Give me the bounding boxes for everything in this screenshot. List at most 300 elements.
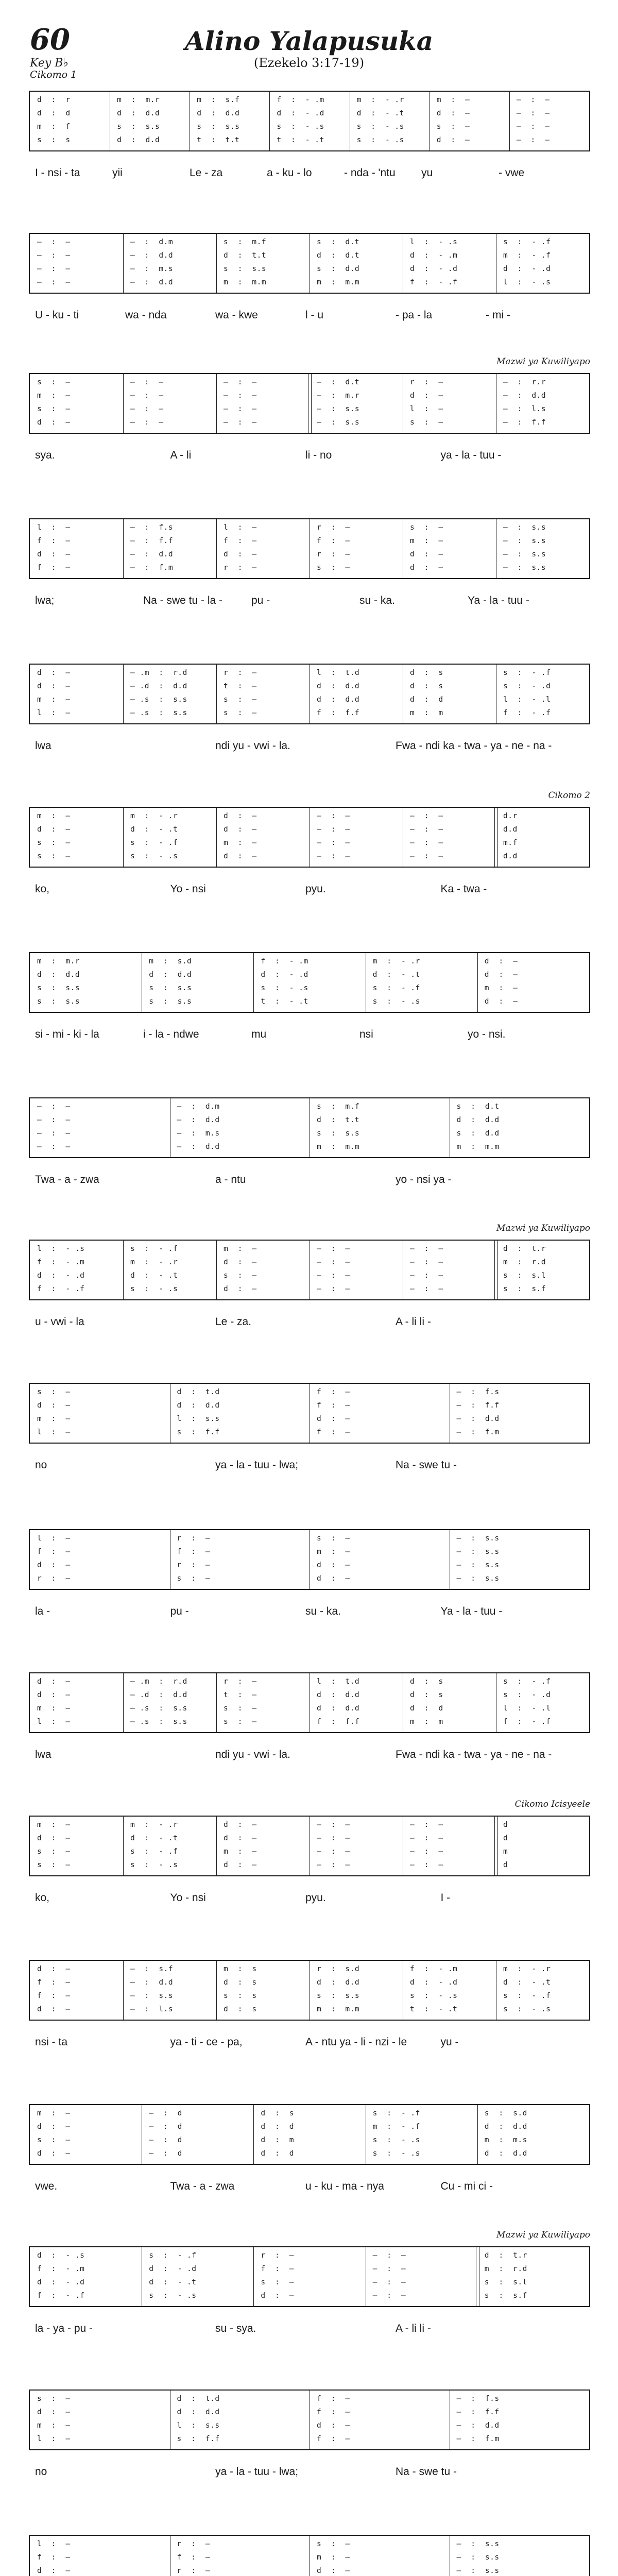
lyric-syllables: Fwa - ndi ka - twa - ya - ne - na - — [396, 740, 552, 752]
solfa-cell: — : — — [37, 1116, 71, 1124]
solfa-cell: m : — — [317, 2553, 350, 2562]
solfa-cell: m : m.r — [37, 957, 80, 965]
lyric-syllables: sya. — [35, 449, 55, 461]
solfa-cell: s : — — [224, 1704, 257, 1713]
solfa-cell: — : — — [130, 392, 164, 400]
solfa-cell: — : s.s — [456, 1548, 500, 1556]
solfa-cell: d : — — [37, 1691, 71, 1699]
barline — [216, 665, 217, 723]
solfa-cell: d : — — [224, 1861, 257, 1869]
solfa-cell: s : - .s — [372, 997, 420, 1006]
lyric-syllables: ko, — [35, 1892, 50, 1904]
barline — [123, 519, 124, 578]
solfa-cell: t : - .t — [277, 136, 324, 144]
solfa-cell: s : — — [37, 405, 71, 413]
lyric-syllables: Ya - la - tuu - — [468, 595, 529, 606]
solfa-cell: d : t.r — [484, 2251, 527, 2260]
section-label: Mazwi ya Kuwiliyapo — [496, 1223, 590, 1233]
solfa-cell: r : — — [410, 378, 443, 386]
solfa-cell: d : — — [410, 564, 443, 572]
solfa-cell: d : d.d — [177, 1401, 220, 1410]
solfa-cell: m : m.m — [317, 278, 360, 286]
solfa-cell: m : — — [37, 1821, 71, 1829]
lyric-syllables: A - li li - — [396, 2323, 431, 2334]
solfa-cell: — : s.s — [456, 1534, 500, 1543]
solfa-cell: d : d.d — [117, 109, 160, 117]
solfa-cell: d : — — [37, 2408, 71, 2416]
solfa-cell: m : — — [224, 1848, 257, 1856]
lyric-syllables: yu — [421, 167, 433, 179]
solfa-cell: s : — — [224, 1718, 257, 1726]
solfa-cell: — : — — [37, 238, 71, 246]
solfa-cell: s : - .s — [503, 2005, 551, 2013]
solfa-cell: m : - .f — [503, 251, 551, 260]
solfa-cell: s : s.l — [503, 1272, 546, 1280]
lyric-syllables: - pa - la — [396, 309, 433, 321]
solfa-cell: r : — — [177, 2567, 211, 2575]
solfa-cell: l : — — [37, 1428, 71, 1436]
solfa-cell: r : — — [177, 1534, 211, 1543]
solfa-cell: s : s.l — [484, 2278, 527, 2286]
solfa-cell: f : — — [37, 1978, 71, 1987]
solfa-cell: m : m — [410, 709, 443, 717]
solfa-cell: s : - .f — [130, 1848, 178, 1856]
solfa-cell: l : - .s — [503, 278, 551, 286]
lyric-syllables: A - ntu ya - li - nzi - le — [305, 2036, 407, 2048]
solfa-cell: s : - .s — [261, 984, 308, 992]
solfa-cell: m.f — [503, 839, 518, 847]
solfa-cell: m : — — [317, 1548, 350, 1556]
solfa-cell: — : f.m — [130, 564, 174, 572]
solfa-cell: d : - .d — [149, 2265, 197, 2273]
solfa-cell: — : — — [37, 1129, 71, 1138]
solfa-cell: — : — — [317, 1258, 350, 1266]
staff-box — [29, 1960, 590, 2021]
solfa-cell: — : — — [410, 839, 443, 847]
solfa-cell: l : - .s — [410, 238, 458, 246]
solfa-cell: d : — — [224, 1258, 257, 1266]
lyric-syllables: u - vwi - la — [35, 1316, 84, 1328]
solfa-cell: m : — — [37, 696, 71, 704]
solfa-cell: — .m : r.d — [130, 669, 187, 677]
solfa-cell: d — [503, 1861, 508, 1869]
solfa-cell: f : - .m — [37, 1258, 85, 1266]
solfa-cell: f : f.f — [317, 709, 360, 717]
barline — [253, 2247, 254, 2306]
double-barline — [308, 374, 312, 433]
solfa-cell: f : — — [317, 1428, 350, 1436]
solfa-cell: r : — — [224, 564, 257, 572]
solfa-cell: s : - .s — [130, 1285, 178, 1293]
lyric-syllables: Na - swe tu - — [396, 2466, 457, 2478]
solfa-cell: — : f.f — [130, 537, 174, 545]
solfa-cell: — : d.d — [177, 1143, 220, 1151]
solfa-cell: l : — — [37, 523, 71, 532]
lyric-syllables: I - — [440, 1892, 451, 1904]
solfa-cell: r : — — [224, 1677, 257, 1686]
barline — [123, 665, 124, 723]
solfa-cell: s : - .f — [372, 984, 420, 992]
lyric-syllables: Fwa - ndi ka - twa - ya - ne - na - — [396, 1749, 552, 1760]
solfa-cell: m : - .r — [130, 812, 178, 820]
lyric-syllables: I - nsi - ta — [35, 167, 80, 179]
solfa-cell: d : - .t — [372, 971, 420, 979]
staff-box — [29, 518, 590, 579]
solfa-cell: d : d.d — [317, 682, 360, 690]
solfa-cell: d : — — [37, 2149, 71, 2158]
solfa-cell: d : — — [436, 109, 470, 117]
section-label: Mazwi ya Kuwiliyapo — [496, 357, 590, 367]
solfa-cell: d : - .d — [261, 971, 308, 979]
solfa-cell: r : — — [177, 1561, 211, 1569]
lyric-syllables: la - — [35, 1605, 50, 1617]
solfa-cell: — : s.s — [503, 537, 546, 545]
solfa-cell: — : — — [516, 109, 550, 117]
lyric-syllables: no — [35, 2466, 47, 2478]
barline — [123, 1241, 124, 1299]
solfa-cell: r : — — [224, 669, 257, 677]
solfa-cell: d : — — [224, 1285, 257, 1293]
solfa-cell: — : — — [37, 1103, 71, 1111]
solfa-cell: s : - .f — [503, 1992, 551, 2000]
staff-box — [29, 1529, 590, 1590]
barline — [123, 1817, 124, 1875]
solfa-cell: l : — — [37, 2435, 71, 2443]
solfa-cell: d : — — [317, 2567, 350, 2575]
staff-box — [29, 1097, 590, 1158]
lyric-syllables: A - li — [170, 449, 192, 461]
solfa-cell: d — [503, 1834, 508, 1842]
lyric-syllables: - vwe — [499, 167, 525, 179]
barline — [216, 808, 217, 867]
solfa-cell: d : s — [224, 1978, 257, 1987]
solfa-cell: d : - .d — [37, 2278, 85, 2286]
lyric-syllables: no — [35, 1459, 47, 1471]
solfa-cell: d : - .t — [149, 2278, 197, 2286]
lyric-syllables: Le - za — [190, 167, 223, 179]
solfa-cell: d : - .m — [410, 251, 458, 260]
solfa-cell: s : — — [37, 1848, 71, 1856]
solfa-cell: d : - .t — [356, 109, 404, 117]
solfa-cell: s : — — [317, 1534, 350, 1543]
lyric-syllables: wa - nda — [125, 309, 167, 321]
solfa-cell: — : m.r — [317, 392, 360, 400]
solfa-cell: d : — — [224, 550, 257, 558]
solfa-cell: — : — — [130, 418, 164, 427]
solfa-cell: — : f.s — [130, 523, 174, 532]
lyric-syllables: u - ku - ma - nya — [305, 2180, 384, 2192]
lyric-syllables: yu - — [440, 2036, 459, 2048]
solfa-cell: t : - .t — [261, 997, 308, 1006]
solfa-cell: r : — — [261, 2251, 294, 2260]
solfa-cell: — : — — [317, 1821, 350, 1829]
staff-box — [29, 2535, 590, 2576]
lyric-syllables: i - la - ndwe — [143, 1028, 199, 1040]
solfa-cell: d.r — [503, 812, 518, 820]
solfa-cell: d : t.t — [224, 251, 267, 260]
solfa-cell: r : s.d — [317, 1965, 360, 1973]
solfa-cell: f : - .m — [261, 957, 308, 965]
solfa-cell: — : — — [317, 1834, 350, 1842]
lyric-syllables: su - ka. — [305, 1605, 341, 1617]
solfa-cell: — .s : s.s — [130, 1718, 187, 1726]
solfa-cell: — .d : d.d — [130, 682, 187, 690]
solfa-cell: s : — — [224, 696, 257, 704]
solfa-cell: — : — — [317, 1848, 350, 1856]
solfa-cell: — : s.s — [456, 1574, 500, 1583]
solfa-cell: f : — — [317, 2408, 350, 2416]
staff-box — [29, 807, 590, 868]
key-signature: Key B♭ — [30, 57, 68, 70]
solfa-cell: d : - .s — [37, 2251, 85, 2260]
solfa-cell: d : d.d — [484, 2149, 527, 2158]
barline — [123, 808, 124, 867]
solfa-cell: m : — — [484, 984, 518, 992]
solfa-cell: — : d.t — [317, 378, 360, 386]
solfa-cell: d — [503, 1821, 508, 1829]
solfa-cell: r : — — [177, 2540, 211, 2548]
solfa-cell: l : t.d — [317, 669, 360, 677]
solfa-cell: s : - .s — [130, 1861, 178, 1869]
solfa-cell: f : - .m — [410, 1965, 458, 1973]
solfa-cell: — : d — [149, 2136, 182, 2144]
solfa-cell: — : d.d — [177, 1116, 220, 1124]
solfa-cell: r : — — [317, 550, 350, 558]
solfa-cell: — : — — [317, 1245, 350, 1253]
solfa-cell: — : — — [410, 1245, 443, 1253]
staff-box — [29, 373, 590, 434]
barline — [216, 234, 217, 293]
solfa-cell: s : — — [317, 2540, 350, 2548]
solfa-cell: d : d.d — [197, 109, 240, 117]
solfa-cell: — : — — [410, 825, 443, 834]
lyric-syllables: si - mi - ki - la — [35, 1028, 99, 1040]
solfa-cell: — .s : s.s — [130, 696, 187, 704]
solfa-cell: s : — — [37, 2395, 71, 2403]
solfa-cell: s : — — [37, 852, 71, 860]
staff-box — [29, 664, 590, 724]
solfa-cell: d : — — [37, 1677, 71, 1686]
solfa-cell: m : m.m — [224, 278, 267, 286]
solfa-cell: — : r.r — [503, 378, 546, 386]
lyric-syllables: yii — [112, 167, 123, 179]
solfa-cell: — .s : s.s — [130, 1704, 187, 1713]
lyric-syllables: vwe. — [35, 2180, 58, 2192]
lyric-syllables: Yo - nsi — [170, 883, 206, 895]
lyric-syllables: ndi yu - vwi - la. — [215, 1749, 290, 1760]
lyric-syllables: Ya - la - tuu - — [440, 1605, 503, 1617]
solfa-cell: d : — — [37, 2567, 71, 2575]
solfa-cell: m : m.m — [456, 1143, 500, 1151]
solfa-cell: l : — — [37, 2540, 71, 2548]
solfa-cell: — : f.f — [456, 1401, 500, 1410]
lyric-syllables: ya - la - tuu - lwa; — [215, 2466, 299, 2478]
solfa-cell: f : — — [317, 2435, 350, 2443]
solfa-cell: m : m.m — [317, 1143, 360, 1151]
lyric-syllables: lwa — [35, 1749, 52, 1760]
solfa-cell: d : — — [317, 1561, 350, 1569]
solfa-cell: m : s — [224, 1965, 257, 1973]
solfa-cell: d : d.t — [317, 251, 360, 260]
solfa-cell: — : — — [410, 852, 443, 860]
solfa-cell: — : — — [372, 2278, 406, 2286]
solfa-cell: s : — — [317, 564, 350, 572]
lyric-syllables: ya - la - tuu - — [440, 449, 502, 461]
solfa-cell: t : — — [224, 682, 257, 690]
solfa-cell: m : r.d — [484, 2265, 527, 2273]
solfa-cell: — : — — [130, 405, 164, 413]
solfa-cell: — : — — [224, 405, 257, 413]
solfa-cell: f : — — [37, 537, 71, 545]
solfa-cell: s : - .s — [372, 2149, 420, 2158]
solfa-cell: f : — — [177, 1548, 211, 1556]
solfa-cell: — : — — [410, 1285, 443, 1293]
solfa-cell: s : — — [37, 839, 71, 847]
solfa-cell: s : s.f — [503, 1285, 546, 1293]
solfa-cell: — : m.s — [177, 1129, 220, 1138]
solfa-cell: — .d : d.d — [130, 1691, 187, 1699]
solfa-cell: — : — — [410, 1861, 443, 1869]
solfa-cell: — .m : r.d — [130, 1677, 187, 1686]
solfa-cell: f : — — [317, 1388, 350, 1396]
solfa-cell: — : d.m — [177, 1103, 220, 1111]
solfa-cell: l : - .l — [503, 696, 551, 704]
solfa-cell: d : — — [37, 550, 71, 558]
solfa-cell: d : d — [261, 2123, 294, 2131]
lyric-syllables: lwa — [35, 740, 52, 752]
solfa-cell: d : — — [37, 2005, 71, 2013]
solfa-cell: d : - .d — [503, 265, 551, 273]
solfa-cell: — : d — [149, 2123, 182, 2131]
solfa-cell: — : d — [149, 2109, 182, 2117]
lyric-syllables: A - li li - — [396, 1316, 431, 1328]
solfa-cell: s : — — [224, 709, 257, 717]
solfa-cell: d : d.d — [177, 2408, 220, 2416]
solfa-cell: m : - .r — [130, 1821, 178, 1829]
lyric-syllables: Ka - twa - — [440, 883, 487, 895]
lyric-syllables: nsi - ta — [35, 2036, 68, 2048]
solfa-cell: — : d.d — [456, 2421, 500, 2430]
solfa-cell: s : d.d — [456, 1129, 500, 1138]
solfa-cell: m : — — [37, 1704, 71, 1713]
solfa-cell: f : - .f — [37, 2292, 85, 2300]
solfa-cell: — : f.f — [456, 2408, 500, 2416]
barline — [216, 1817, 217, 1875]
solfa-cell: — : — — [372, 2265, 406, 2273]
solfa-cell: d : m — [261, 2136, 294, 2144]
staff-box — [29, 1383, 590, 1444]
solfa-cell: l : s.s — [177, 1415, 220, 1423]
solfa-cell: s : — — [436, 123, 470, 131]
barline — [216, 374, 217, 433]
lyric-syllables: l - u — [305, 309, 324, 321]
solfa-cell: m : — — [37, 392, 71, 400]
lyric-syllables: - mi - — [486, 309, 510, 321]
solfa-cell: l : — — [410, 405, 443, 413]
solfa-cell: d : t.d — [177, 2395, 220, 2403]
solfa-cell: — : — — [516, 123, 550, 131]
solfa-cell: f : - .m — [37, 2265, 85, 2273]
solfa-cell: d : - .t — [130, 825, 178, 834]
solfa-cell: — : d.d — [503, 392, 546, 400]
solfa-cell: — : — — [317, 812, 350, 820]
solfa-cell: m : f — [37, 123, 71, 131]
solfa-cell: s : s.s — [317, 1129, 360, 1138]
solfa-cell: m : m.s — [484, 2136, 527, 2144]
solfa-cell: m : - .r — [356, 96, 404, 104]
solfa-cell: d : — — [37, 825, 71, 834]
solfa-cell: — : s.f — [130, 1965, 174, 1973]
solfa-cell: s : - .s — [277, 123, 324, 131]
solfa-cell: f : - .m — [277, 96, 324, 104]
solfa-cell: d : d.d — [37, 971, 80, 979]
solfa-cell: — : d.m — [130, 238, 174, 246]
solfa-cell: d : — — [484, 997, 518, 1006]
solfa-cell: — : s.s — [317, 405, 360, 413]
solfa-cell: d : — — [37, 682, 71, 690]
solfa-cell: s : — — [37, 378, 71, 386]
solfa-cell: s : — — [224, 1272, 257, 1280]
solfa-cell: — : — — [37, 251, 71, 260]
solfa-cell: s : m.f — [224, 238, 267, 246]
solfa-cell: f : — — [317, 537, 350, 545]
solfa-cell: d : s — [410, 682, 443, 690]
solfa-cell: t : — — [224, 1691, 257, 1699]
solfa-cell: l : — — [224, 523, 257, 532]
solfa-cell: — : — — [224, 392, 257, 400]
solfa-cell: s : - .f — [503, 1677, 551, 1686]
solfa-cell: — : m.s — [130, 265, 174, 273]
solfa-cell: — : f.f — [503, 418, 546, 427]
solfa-cell: s : — — [410, 418, 443, 427]
lyric-syllables: Yo - nsi — [170, 1892, 206, 1904]
solfa-cell: f : - .f — [503, 1718, 551, 1726]
solfa-cell: s : s.s — [149, 984, 192, 992]
solfa-cell: — : — — [130, 378, 164, 386]
solfa-cell: s : - .s — [356, 123, 404, 131]
solfa-cell: — : — — [516, 96, 550, 104]
solfa-cell: m : - .r — [130, 1258, 178, 1266]
solfa-cell: d : d — [37, 109, 71, 117]
solfa-cell: — : — — [410, 1258, 443, 1266]
staff-box — [29, 2246, 590, 2307]
lyric-syllables: Cu - mi ci - — [440, 2180, 493, 2192]
solfa-cell: s : s.s — [37, 984, 80, 992]
solfa-cell: s : d.t — [317, 238, 360, 246]
lyric-syllables: U - ku - ti — [35, 309, 79, 321]
solfa-cell: m : - .r — [372, 957, 420, 965]
solfa-cell: d : t.d — [177, 1388, 220, 1396]
solfa-cell: — : — — [317, 825, 350, 834]
solfa-cell: — : — — [37, 1143, 71, 1151]
solfa-cell: s : s.s — [197, 123, 240, 131]
solfa-cell: s : s — [37, 136, 71, 144]
solfa-cell: d : — — [37, 1561, 71, 1569]
solfa-cell: d : — — [224, 825, 257, 834]
solfa-cell: m : — — [224, 839, 257, 847]
solfa-cell: s : s.s — [117, 123, 160, 131]
solfa-cell: d : — — [484, 971, 518, 979]
solfa-cell: s : — — [37, 1388, 71, 1396]
solfa-cell: f : f.f — [317, 1718, 360, 1726]
solfa-cell: d : d.d — [317, 1704, 360, 1713]
hymn-number: 60 — [30, 23, 70, 57]
solfa-cell: l : s.s — [177, 2421, 220, 2430]
solfa-cell: s : s — [224, 1992, 257, 2000]
section-label: Cikomo Icisyeele — [514, 1799, 590, 1809]
solfa-cell: r : — — [317, 523, 350, 532]
solfa-cell: d : s — [224, 2005, 257, 2013]
